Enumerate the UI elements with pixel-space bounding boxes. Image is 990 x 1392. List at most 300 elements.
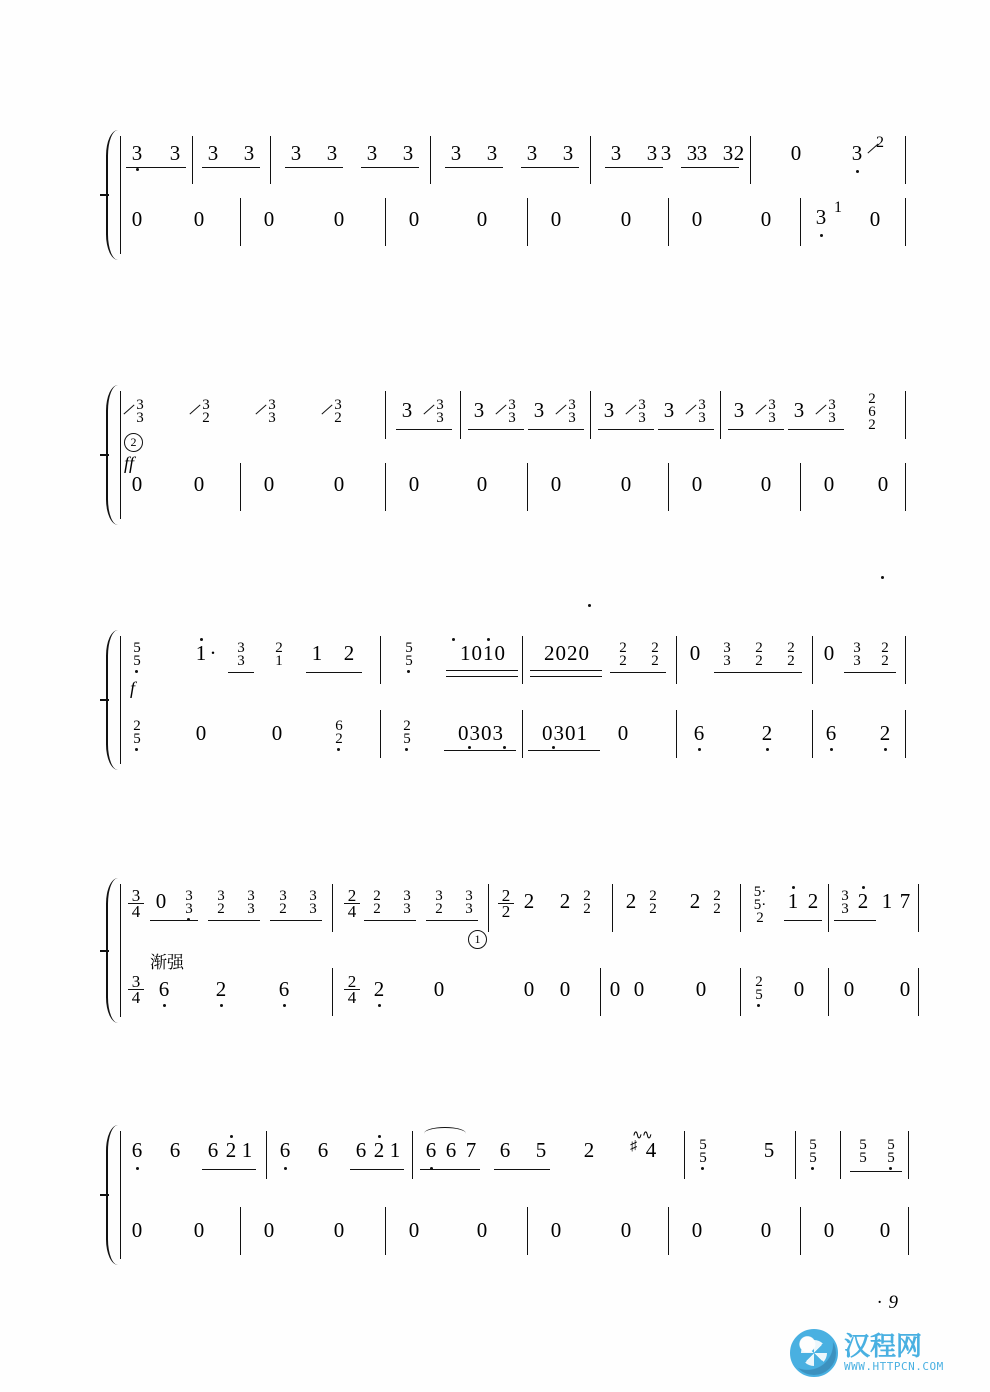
octave-dot-low <box>135 670 138 673</box>
chord-stack: 2 2 <box>787 640 795 669</box>
note: 3 <box>722 141 734 165</box>
note: 0 <box>476 472 488 496</box>
chord-stack: 3 3 <box>698 397 706 426</box>
chord-stack: 3 3 <box>828 397 836 426</box>
note: 2 <box>225 1138 237 1162</box>
beam <box>598 429 654 430</box>
note: 3 <box>660 141 672 165</box>
note: 3 <box>851 141 863 165</box>
barline <box>488 884 489 932</box>
note: 6 <box>425 1138 437 1162</box>
chord-stack: 3 3 <box>403 888 411 917</box>
octave-dot-low <box>698 748 701 751</box>
note: 0 <box>877 472 889 496</box>
note: 6 <box>278 977 290 1001</box>
music-system-5 <box>0 1125 990 1265</box>
note: 0 <box>131 207 143 231</box>
note: 3 <box>290 141 302 165</box>
note: 2 <box>733 141 745 165</box>
barline <box>522 710 523 758</box>
note: 3 <box>610 141 622 165</box>
note: 0 <box>523 977 535 1001</box>
note: 0 <box>689 641 701 665</box>
tremolo-mark: ∿∿ <box>632 1127 652 1142</box>
chord-stack: 3 2 <box>435 888 443 917</box>
barline <box>684 1131 685 1179</box>
chord-stack: 6 2 <box>335 718 343 747</box>
note: 2 <box>559 889 571 913</box>
note: 3 <box>169 141 181 165</box>
chord-stack: 5 5 <box>133 640 141 669</box>
note: 6 <box>158 977 170 1001</box>
note: 0 <box>333 207 345 231</box>
chord-stack: 3 2 <box>334 397 342 426</box>
beam <box>468 429 524 430</box>
note-group: 0301 <box>542 721 588 745</box>
octave-dot-low <box>405 748 408 751</box>
note: 0 <box>550 207 562 231</box>
chord-stack: 2 1 <box>275 640 283 669</box>
octave-dot-low <box>503 746 506 749</box>
note: 2 <box>215 977 227 1001</box>
octave-dot-low <box>135 748 138 751</box>
octave-dot-low <box>283 1004 286 1007</box>
dot-prolong: · <box>209 641 217 665</box>
beam <box>306 672 362 673</box>
barline <box>240 198 241 246</box>
note: 0 <box>620 207 632 231</box>
note: 2 <box>807 889 819 913</box>
lower-voice-row <box>0 1205 990 1265</box>
chord-stack: 2 2 <box>881 640 889 669</box>
note: 3 <box>131 141 143 165</box>
chord-stack: 2 2 <box>619 640 627 669</box>
note: 3 <box>603 398 615 422</box>
note: 0 <box>691 472 703 496</box>
beam <box>530 676 602 677</box>
barline <box>380 636 381 684</box>
page-number-leader: · <box>877 1292 884 1313</box>
octave-dot-low <box>378 1004 381 1007</box>
barline <box>800 1207 801 1255</box>
beam <box>208 920 260 921</box>
barline <box>828 884 829 932</box>
octave-dot-low <box>701 1167 704 1170</box>
upper-voice-row <box>0 878 990 946</box>
time-signature-2-2: 2 2 <box>498 888 514 919</box>
note: 0 <box>760 1218 772 1242</box>
note: 0 <box>899 977 911 1001</box>
beam <box>444 750 516 751</box>
stray-mark <box>588 604 591 607</box>
note: 1 <box>389 1138 401 1162</box>
note: 3 <box>401 398 413 422</box>
chord-stack: 2 2 <box>651 640 659 669</box>
note: 0 <box>131 1218 143 1242</box>
time-signature-3-4: 3 4 <box>128 888 144 919</box>
note: 0 <box>609 977 621 1001</box>
note: 0 <box>433 977 445 1001</box>
octave-dot-high <box>200 638 203 641</box>
note: 3 <box>793 398 805 422</box>
music-system-4 <box>0 878 990 1023</box>
barline <box>600 968 601 1016</box>
barline <box>676 710 677 758</box>
note: 0 <box>193 472 205 496</box>
barline <box>266 1131 267 1179</box>
chord-stack: 3 2 <box>279 888 287 917</box>
barline <box>527 198 528 246</box>
note: 0 <box>263 1218 275 1242</box>
beam <box>420 1169 480 1170</box>
barline <box>800 198 801 246</box>
barline <box>385 198 386 246</box>
upper-voice-row <box>0 1125 990 1185</box>
note: 0 <box>843 977 855 1001</box>
barline <box>240 1207 241 1255</box>
note: 6 <box>693 721 705 745</box>
note: 1 <box>241 1138 253 1162</box>
note: 0 <box>408 1218 420 1242</box>
chord-stack: 5 5 <box>405 640 413 669</box>
lower-voice-row <box>0 198 990 258</box>
beam <box>834 920 876 921</box>
beam <box>396 429 452 430</box>
note: 0 <box>760 207 772 231</box>
octave-dot-high <box>452 638 455 641</box>
chord-stack: 5· 5· 2 <box>753 884 767 926</box>
note: 6 <box>499 1138 511 1162</box>
barline <box>908 1131 909 1179</box>
note: 0 <box>333 1218 345 1242</box>
chord-stack: 3 3 <box>436 397 444 426</box>
note: 2 <box>343 641 355 665</box>
barline <box>332 968 333 1016</box>
note: 2 <box>373 977 385 1001</box>
note: 1 <box>881 889 893 913</box>
upper-voice-end <box>0 130 990 190</box>
chord-stack: 2 2 <box>713 888 721 917</box>
note: 0 <box>271 721 283 745</box>
chord-stack: 3 3 <box>247 888 255 917</box>
beam <box>610 672 666 673</box>
note: 1 <box>787 889 799 913</box>
octave-dot-low <box>284 1167 287 1170</box>
note: 6 <box>825 721 837 745</box>
barline <box>668 463 669 511</box>
note: 0 <box>695 977 707 1001</box>
barline <box>905 463 906 511</box>
time-signature-2-4: 2 4 <box>344 888 360 919</box>
section-marker-1: 1 <box>468 930 487 949</box>
barline <box>740 968 741 1016</box>
beam <box>530 670 602 671</box>
note-group: 1010 <box>460 641 506 665</box>
note: 3 <box>402 141 414 165</box>
barline <box>527 1207 528 1255</box>
barline <box>385 1207 386 1255</box>
note: 6 <box>169 1138 181 1162</box>
octave-dot-high <box>378 1135 381 1138</box>
note: 6 <box>207 1138 219 1162</box>
barline <box>905 391 906 439</box>
note: 0 <box>823 472 835 496</box>
note: 2 <box>761 721 773 745</box>
note: 0 <box>408 207 420 231</box>
octave-dot-low <box>811 1167 814 1170</box>
beam <box>202 1169 256 1170</box>
barline <box>590 391 591 439</box>
note: 0 <box>793 977 805 1001</box>
note: 6 <box>317 1138 329 1162</box>
note: 0 <box>193 207 205 231</box>
beam <box>728 429 784 430</box>
note: 2 <box>857 889 869 913</box>
note: 0 <box>617 721 629 745</box>
note: 0 <box>879 1218 891 1242</box>
upper-voice-row <box>0 385 990 473</box>
section-marker-2: 2 <box>124 433 143 452</box>
octave-dot-low <box>856 170 859 173</box>
barline <box>905 710 906 758</box>
barline <box>412 1131 413 1179</box>
chord-stack: 5 5 <box>887 1137 895 1166</box>
barline <box>522 636 523 684</box>
barline <box>905 198 906 246</box>
note: 0 <box>333 472 345 496</box>
chord-stack: 3 3 <box>853 640 861 669</box>
octave-dot-high <box>230 1135 233 1138</box>
barline <box>812 710 813 758</box>
note: 2 <box>879 721 891 745</box>
octave-dot-low <box>136 1167 139 1170</box>
note: 0 <box>476 1218 488 1242</box>
barline <box>676 636 677 684</box>
chord-stack: 2 5 <box>133 718 141 747</box>
barline <box>240 463 241 511</box>
note: 0 <box>476 207 488 231</box>
note: 6 <box>445 1138 457 1162</box>
beam <box>528 429 584 430</box>
note: 0 <box>195 721 207 745</box>
note: 0 <box>620 1218 632 1242</box>
note: 0 <box>691 1218 703 1242</box>
note: 0 <box>760 472 772 496</box>
note: 0 <box>193 1218 205 1242</box>
barline <box>720 391 721 439</box>
barline <box>460 391 461 439</box>
note: 0 <box>131 472 143 496</box>
note: 3 <box>486 141 498 165</box>
chord-stack: 3 3 <box>768 397 776 426</box>
note: 6 <box>131 1138 143 1162</box>
octave-dot-low <box>884 748 887 751</box>
chord-stack: 2 2 <box>755 640 763 669</box>
chord-stack: 3 3 <box>185 888 193 917</box>
note: 0 <box>790 141 802 165</box>
beam <box>270 920 322 921</box>
note: 0 <box>263 207 275 231</box>
note: 2 <box>689 889 701 913</box>
chord-stack: 2 2 <box>373 888 381 917</box>
watermark <box>790 1322 980 1384</box>
note: 0 <box>691 207 703 231</box>
barline <box>385 391 386 439</box>
note: 3 <box>696 141 708 165</box>
note: 3 <box>646 141 658 165</box>
lower-voice-row <box>0 463 990 523</box>
note: 0 <box>263 472 275 496</box>
time-signature-2-4: 2 4 <box>344 974 360 1005</box>
music-system-1 <box>0 130 990 260</box>
note: 3 <box>326 141 338 165</box>
note: 0 <box>823 1218 835 1242</box>
watermark-brand: 汉程网 <box>844 1331 923 1362</box>
note: 3 <box>562 141 574 165</box>
chord-stack: 3 3 <box>841 888 849 917</box>
sharp-accidental-icon: ♯ <box>630 1139 637 1154</box>
barline <box>612 884 613 932</box>
octave-dot-low <box>163 1004 166 1007</box>
note: 3 <box>663 398 675 422</box>
octave-dot-low <box>337 748 340 751</box>
note: 0 <box>869 207 881 231</box>
barline <box>908 1207 909 1255</box>
beam <box>788 429 844 430</box>
chord-stack: 5 5 <box>809 1137 817 1166</box>
octave-dot-low <box>757 1004 760 1007</box>
chord-stack: 3 3 <box>268 397 276 426</box>
beam <box>714 672 802 673</box>
octave-dot-low <box>889 1167 892 1170</box>
chord-stack: 3 3 <box>136 397 144 426</box>
chord-stack: 3 3 <box>568 397 576 426</box>
chord-stack: 3 2 <box>202 397 210 426</box>
beam <box>658 429 714 430</box>
barline <box>332 884 333 932</box>
note: 3 <box>473 398 485 422</box>
beam <box>150 920 198 921</box>
chord-stack: 3 3 <box>723 640 731 669</box>
note: 0 <box>550 472 562 496</box>
octave-dot-low <box>552 746 555 749</box>
expression-marking-crescendo: 渐强 <box>150 953 184 973</box>
barline <box>800 463 801 511</box>
note: 4 <box>645 1138 657 1162</box>
grace-note: 1 <box>834 199 842 216</box>
barline <box>812 636 813 684</box>
barline <box>527 463 528 511</box>
note: 2 <box>625 889 637 913</box>
note: 5 <box>763 1138 775 1162</box>
chord-stack: 2 5 <box>403 718 411 747</box>
barline <box>385 463 386 511</box>
note: 7 <box>465 1138 477 1162</box>
barline <box>905 136 906 184</box>
page-number <box>877 1292 898 1314</box>
barline <box>905 636 906 684</box>
octave-dot-low <box>468 746 471 749</box>
note: 6 <box>355 1138 367 1162</box>
chord-stack: 3 3 <box>638 397 646 426</box>
note-group: 2020 <box>544 641 590 665</box>
watermark-url: WWW.HTTPCN.COM <box>844 1359 944 1373</box>
beam <box>446 670 518 671</box>
barline <box>668 1207 669 1255</box>
beam <box>446 676 518 677</box>
lower-voice-row <box>0 708 990 768</box>
stray-mark <box>881 576 884 579</box>
chord-stack: 5 5 <box>859 1137 867 1166</box>
beam <box>228 672 254 673</box>
note: 3 <box>686 141 698 165</box>
chord-stack: 2 2 <box>649 888 657 917</box>
note: 0 <box>408 472 420 496</box>
octave-dot-high <box>487 638 490 641</box>
note: 3 <box>243 141 255 165</box>
note: 6 <box>279 1138 291 1162</box>
barline <box>918 884 919 932</box>
chord-stack: 2 6 2 <box>868 391 876 433</box>
barline <box>380 710 381 758</box>
beam <box>528 750 600 751</box>
note: 2 <box>583 1138 595 1162</box>
barline <box>918 968 919 1016</box>
note: 0 <box>633 977 645 1001</box>
chord-stack: 3 2 <box>217 888 225 917</box>
octave-dot-low <box>407 670 410 673</box>
chord-stack: 5 5 <box>699 1137 707 1166</box>
chord-stack: 3 3 <box>237 640 245 669</box>
time-signature-3-4: 3 4 <box>128 974 144 1005</box>
beam <box>364 920 416 921</box>
barline <box>668 198 669 246</box>
note: 3 <box>733 398 745 422</box>
chord-stack: 3 3 <box>465 888 473 917</box>
beam <box>844 672 896 673</box>
beam <box>494 1169 550 1170</box>
beam <box>784 920 822 921</box>
note: 2 <box>373 1138 385 1162</box>
note: 0 <box>559 977 571 1001</box>
barline <box>828 968 829 1016</box>
note: 3 <box>526 141 538 165</box>
octave-dot-low <box>220 1004 223 1007</box>
watermark-logo-icon <box>790 1329 838 1377</box>
octave-dot-low <box>820 234 823 237</box>
barline <box>795 1131 796 1179</box>
note: 0 <box>620 472 632 496</box>
chord-stack: 2 5 <box>755 974 763 1003</box>
upper-voice-row <box>0 630 990 698</box>
grace-note: 2 <box>876 134 884 151</box>
octave-dot-high <box>862 886 865 889</box>
page-number-value: 9 <box>888 1292 898 1313</box>
note: 7 <box>899 889 911 913</box>
music-system-3 <box>0 630 990 770</box>
note: 1 <box>311 641 323 665</box>
note: 3 <box>815 205 827 229</box>
music-system-2 <box>0 385 990 525</box>
octave-dot-low <box>830 748 833 751</box>
beam <box>850 1171 902 1172</box>
note: 3 <box>366 141 378 165</box>
barline <box>740 884 741 932</box>
chord-stack: 2 2 <box>583 888 591 917</box>
chord-stack: 3 3 <box>309 888 317 917</box>
octave-dot-low <box>766 748 769 751</box>
note: 5 <box>535 1138 547 1162</box>
